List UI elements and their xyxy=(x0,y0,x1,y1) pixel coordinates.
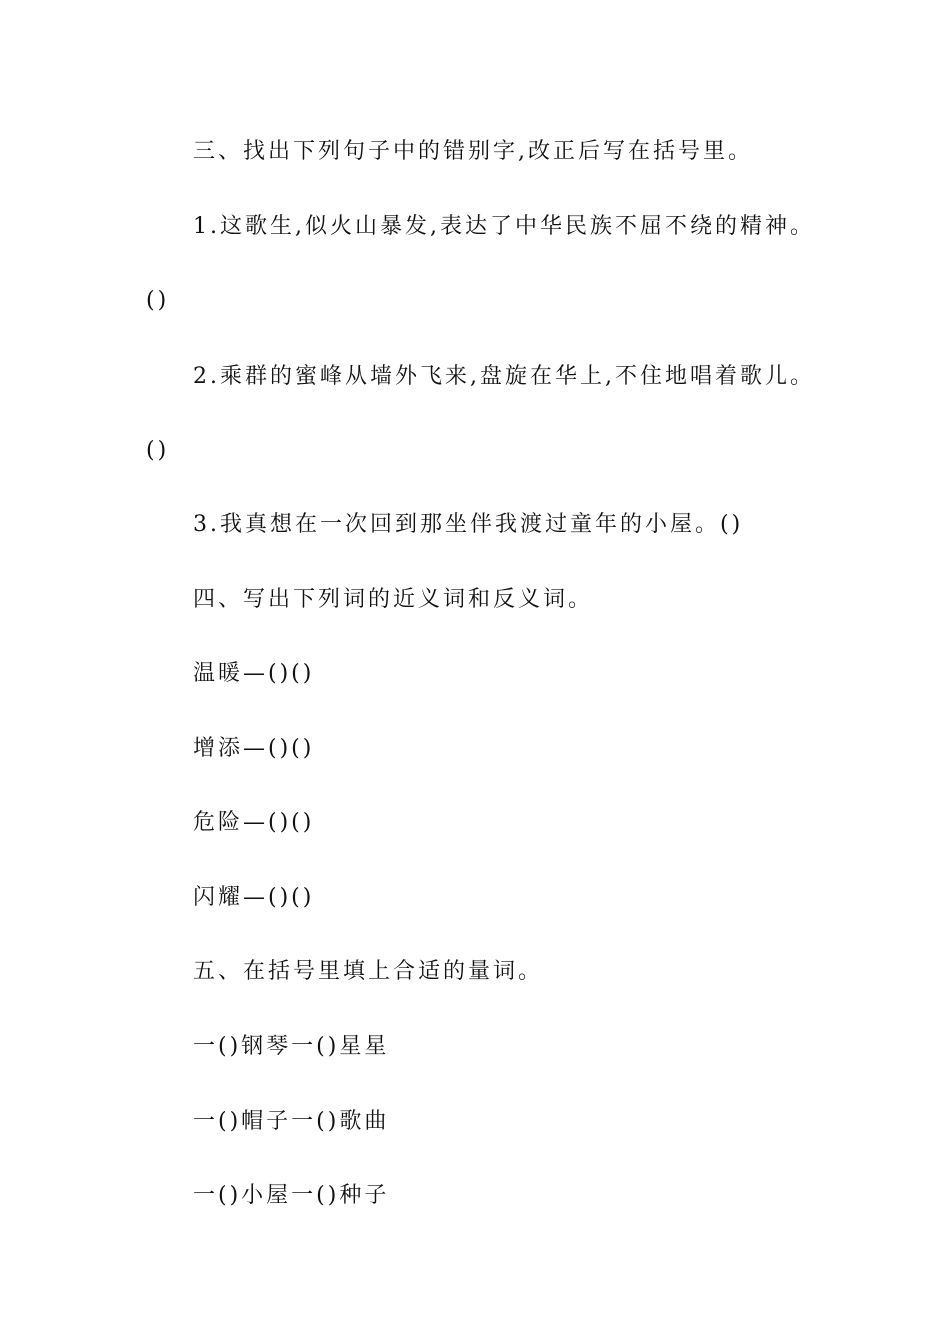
measure-word-item: 一()钢琴一()星星 xyxy=(193,1034,390,1059)
synonym-antonym-item: 危险—()() xyxy=(193,810,315,835)
question-2: 2.乘群的蜜峰从墙外飞来,盘旋在华上,不住地唱着歌儿。 xyxy=(193,364,815,389)
question-1-answer-blank: () xyxy=(146,288,170,313)
measure-word-item: 一()小屋一()种子 xyxy=(193,1183,390,1208)
question-2-answer-blank: () xyxy=(146,438,170,463)
synonym-antonym-item: 闪耀—()() xyxy=(193,885,315,910)
synonym-antonym-item: 温暖—()() xyxy=(193,661,315,686)
section5-heading: 五、在括号里填上合适的量词。 xyxy=(193,959,544,984)
question-1: 1.这歌生,似火山暴发,表达了中华民族不屈不绕的精神。 xyxy=(193,214,815,239)
section4-heading: 四、写出下列词的近义词和反义词。 xyxy=(193,587,594,612)
synonym-antonym-item: 增添—()() xyxy=(193,736,315,761)
section3-heading: 三、找出下列句子中的错别字,改正后写在括号里。 xyxy=(193,139,753,164)
question-3: 3.我真想在一次回到那坐伴我渡过童年的小屋。() xyxy=(193,512,744,537)
measure-word-item: 一()帽子一()歌曲 xyxy=(193,1109,390,1134)
